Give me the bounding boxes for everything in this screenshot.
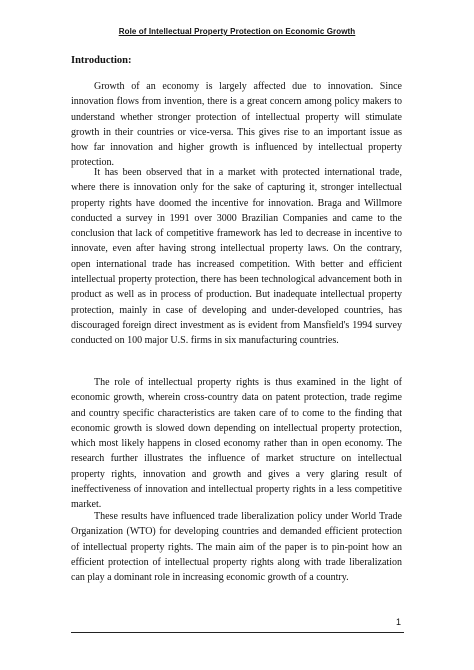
paragraph: It has been observed that in a market with protected international trade, where there is innovation only for the sake of capturing it, stronger intellectual property rights have doomed the incentive for innovation. Braga and Willmore conducted a survey in 1991 over 3000 Brazilian Companies and came to the conclusion that lack of competitive framework has led to decrease in incentive to innovate, even after having strong intellectual property laws. On the contrary, open international trade has increased competition. With better and efficient intellectual property protection, there has been technological advancement both in product as well as in process of production. But inadequate intellectual property protection, mainly in case of developing and under-developed countries, has discouraged foreign direct investment as is evident from Mansfield's 1994 survey conducted on 100 major U.S. firms in six manufacturing countries. <box>71 167 402 347</box>
footer-rule <box>71 632 404 633</box>
section-heading: Introduction: <box>71 55 132 66</box>
document-title: Role of Intellectual Property Protection on Economic Growth <box>118 27 356 36</box>
paragraph: These results have influenced trade liberalization policy under World Trade Organization (WTO) for developing countries and demanded efficient protection of intellectual property rights. The main aim of the paper is to pin-point how an efficient protection of intellectual property rights along with trade liberalization can play a dominant role in increasing economic growth of a country. <box>71 511 402 584</box>
paragraph: The role of intellectual property rights is thus examined in the light of economic growth, wherein cross-country data on patent protection, trade regime and country specific characteristics are taken care of to come to the finding that economic growth is slowed down depending on intellectual property protection, which most likely happens in closed economy rather than in open economy. The research further illustrates the influence of market structure on intellectual property rights, innovation and growth and gives a very glaring result of ineffectiveness of innovation and intellectual property rights in a less competitive market. <box>71 377 402 511</box>
paragraph: Growth of an economy is largely affected due to innovation. Since innovation flows from invention, there is a great concern among policy makers to understand whether stronger protection of intellectual property will stimulate growth in their countries or vice-versa. This gives rise to an important issue as how far innovation and higher growth is influenced by intellectual property protection. <box>71 81 402 169</box>
page-number: 1 <box>396 617 402 627</box>
